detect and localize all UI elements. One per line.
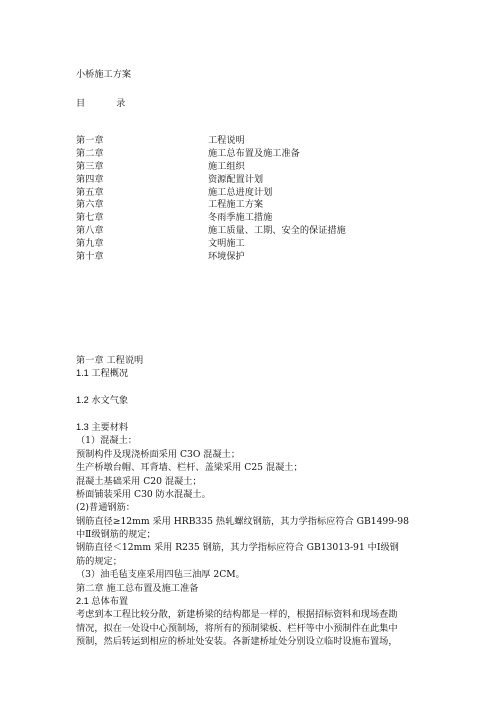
toc-chapter: 第二章 <box>76 147 104 159</box>
toc-chapter-name: 资源配置计划 <box>208 173 264 185</box>
section-heading: 1.2 水文气象 <box>76 395 129 406</box>
toc-chapter-name: 文明施工 <box>208 238 245 250</box>
toc-chapter: 第九章 <box>76 238 104 250</box>
spacer <box>76 408 436 421</box>
toc-row <box>76 187 436 200</box>
paragraph-line: 预制，然后转运到相应的桥址处安装。各新建桥址处分别设立临时设施布置场， <box>76 636 398 648</box>
paragraph-line: 情况，拟在一处设中心预制场，将所有的预制梁板、栏杆等中小预制件在此集中 <box>76 622 398 634</box>
section-heading: 2.1 总体布置 <box>76 596 129 607</box>
toc-chapter-name: 施工质量、工期、安全的保证措施 <box>208 225 346 237</box>
paragraph-line: 考虑到本工程比较分散，新建桥梁的结构都是一样的，根据招标资料和现场查勘 <box>76 609 398 621</box>
document-title: 小桥施工方案 <box>76 69 132 80</box>
paragraph-line: 筋的规定； <box>76 555 122 567</box>
toc-chapter: 第三章 <box>76 160 104 172</box>
toc-row <box>76 161 436 174</box>
toc-row <box>76 225 436 238</box>
toc-chapter-name: 施工总进度计划 <box>208 186 273 198</box>
section-heading: 1.3 主要材料 <box>76 421 129 432</box>
toc-chapter-name: 冬雨季施工措施 <box>208 212 273 224</box>
toc-row <box>76 238 436 251</box>
toc-chapter-name: 工程施工方案 <box>208 199 264 211</box>
paragraph-line: 生产桥墩台帽、耳背墙、栏杆、盖梁采用 C25 混凝土； <box>76 462 303 474</box>
toc-chapter-name: 环境保护 <box>208 251 245 263</box>
spacer <box>76 381 436 394</box>
toc-row <box>76 199 436 212</box>
toc-chapter-name: 工程说明 <box>208 135 245 146</box>
toc-chapter: 第七章 <box>76 212 104 224</box>
toc-chapter: 第十章 <box>76 251 104 263</box>
chapter-heading: 第二章 施工总布置及施工准备 <box>76 582 199 594</box>
table-of-contents <box>76 135 436 264</box>
paragraph-line: （3）油毛毡支座采用四毡三油厚 2CM。 <box>76 569 245 581</box>
toc-chapter-name: 施工总布置及施工准备 <box>208 147 300 159</box>
section-heading: 1.1 工程概况 <box>76 368 129 379</box>
paragraph-line: 中Ⅱ级钢筋的规定； <box>76 529 156 541</box>
toc-row <box>76 148 436 161</box>
subsection-heading: (2)普通钢筋： <box>76 502 135 514</box>
paragraph-line: 混凝土基础采用 C20 混凝土； <box>76 475 202 487</box>
toc-row <box>76 212 436 225</box>
toc-row <box>76 174 436 187</box>
toc-row <box>76 135 436 148</box>
document-body <box>76 354 436 649</box>
toc-chapter: 第四章 <box>76 173 104 185</box>
chapter-heading: 第一章 工程说明 <box>76 355 144 366</box>
toc-chapter: 第八章 <box>76 225 104 237</box>
toc-row <box>76 251 436 264</box>
paragraph-line: 钢筋直径≥12mm 采用 HRB335 热轧螺纹钢筋，其力学指标应符合 GB1499-98 <box>76 515 409 527</box>
toc-chapter: 第五章 <box>76 186 104 198</box>
toc-chapter: 第一章 <box>76 135 104 146</box>
toc-heading: 目 录 <box>76 98 140 109</box>
toc-chapter: 第六章 <box>76 199 104 211</box>
paragraph-line: 钢筋直径＜12mm 采用 R235 钢筋，其力学指标应符合 GB13013-91 中Ⅰ级钢 <box>76 542 399 554</box>
paragraph-line: 预制构件及现浇桥面采用 C3O 混凝土； <box>76 448 241 460</box>
subsection-heading: （1）混凝土： <box>76 435 137 447</box>
paragraph-line: 桥面铺装采用 C30 防水混凝土。 <box>76 488 211 500</box>
toc-chapter-name: 施工组织 <box>208 160 245 172</box>
